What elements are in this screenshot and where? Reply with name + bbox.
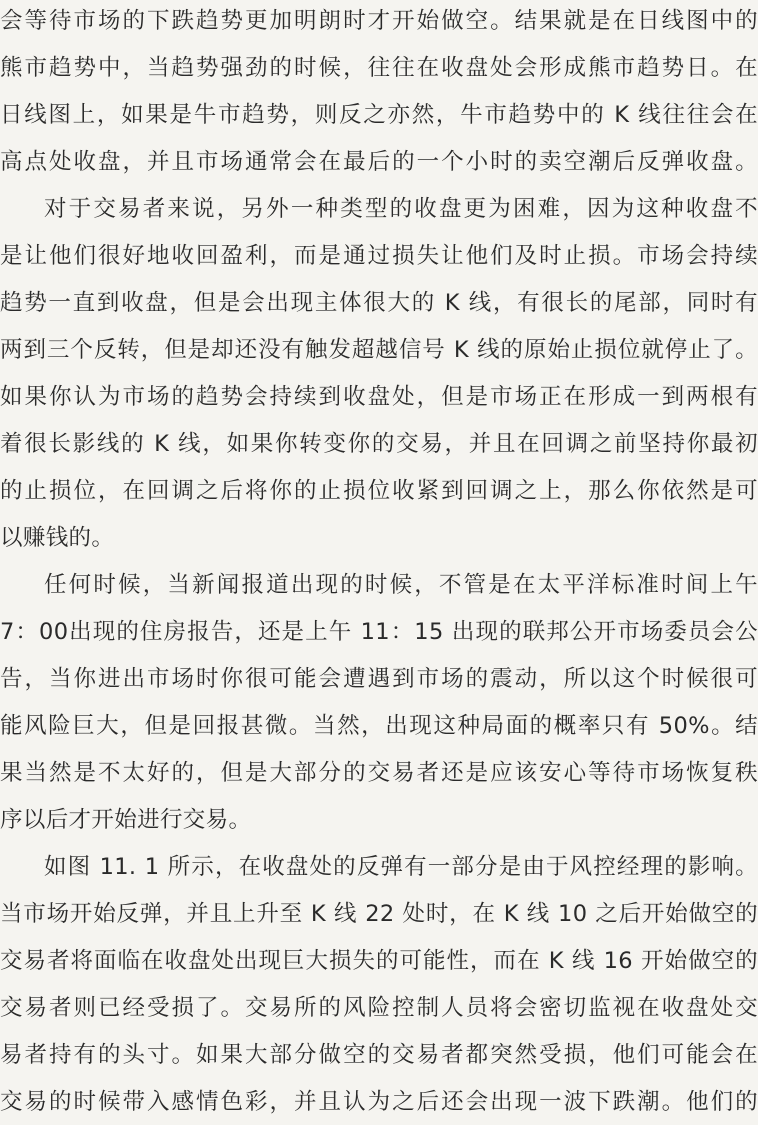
text-line: 着很长影线的 K 线，如果你转变你的交易，并且在回调之前坚持你最初 bbox=[0, 431, 758, 457]
text-line: 任何时候，当新闻报道出现的时候，不管是在太平洋标准时间上午 bbox=[44, 572, 758, 598]
text-line: 的止损位，在回调之后将你的止损位收紧到回调之上，那么你依然是可 bbox=[0, 478, 758, 504]
text-line: 如图 11. 1 所示，在收盘处的反弹有一部分是由于风控经理的影响。 bbox=[44, 854, 758, 880]
text-line: 果当然是不太好的，但是大部分的交易者还是应该安心等待市场恢复秩 bbox=[0, 760, 758, 786]
text-line: 趋势一直到收盘，但是会出现主体很大的 K 线，有很长的尾部，同时有 bbox=[0, 290, 758, 316]
text-line: 交易的时候带入感情色彩，并且认为之后还会出现一波下跌潮。他们的 bbox=[0, 1089, 758, 1115]
text-line: 日线图上，如果是牛市趋势，则反之亦然，牛市趋势中的 K 线往往会在 bbox=[0, 102, 758, 128]
text-line: 交易者将面临在收盘处出现巨大损失的可能性，而在 K 线 16 开始做空的 bbox=[0, 948, 758, 974]
text-line: 如果你认为市场的趋势会持续到收盘处，但是市场正在形成一到两根有 bbox=[0, 384, 758, 410]
text-line: 两到三个反转，但是却还没有触发超越信号 K 线的原始止损位就停止了。 bbox=[0, 337, 758, 363]
text-line: 当市场开始反弹，并且上升至 K 线 22 处时，在 K 线 10 之后开始做空的 bbox=[0, 901, 758, 927]
text-line: 能风险巨大，但是回报甚微。当然，出现这种局面的概率只有 50%。结 bbox=[0, 713, 758, 739]
text-line: 序以后才开始进行交易。 bbox=[0, 807, 252, 833]
text-line: 熊市趋势中，当趋势强劲的时候，往往在收盘处会形成熊市趋势日。在 bbox=[0, 55, 758, 81]
text-line: 告，当你进出市场时你很可能会遭遇到市场的震动，所以这个时候很可 bbox=[0, 666, 758, 692]
text-line: 会等待市场的下跌趋势更加明朗时才开始做空。结果就是在日线图中的 bbox=[0, 8, 758, 34]
text-line: 易者持有的头寸。如果大部分做空的交易者都突然受损，他们可能会在 bbox=[0, 1042, 758, 1068]
text-line: 对于交易者来说，另外一种类型的收盘更为困难，因为这种收盘不 bbox=[44, 196, 758, 222]
text-line: 以赚钱的。 bbox=[0, 525, 115, 551]
text-line: 是让他们很好地收回盈利，而是通过损失让他们及时止损。市场会持续 bbox=[0, 243, 758, 269]
text-line: 7：00出现的住房报告，还是上午 11：15 出现的联邦公开市场委员会公 bbox=[0, 619, 758, 645]
text-line: 高点处收盘，并且市场通常会在最后的一个小时的卖空潮后反弹收盘。 bbox=[0, 149, 758, 175]
text-line: 交易者则已经受损了。交易所的风险控制人员将会密切监视在收盘处交 bbox=[0, 995, 758, 1021]
